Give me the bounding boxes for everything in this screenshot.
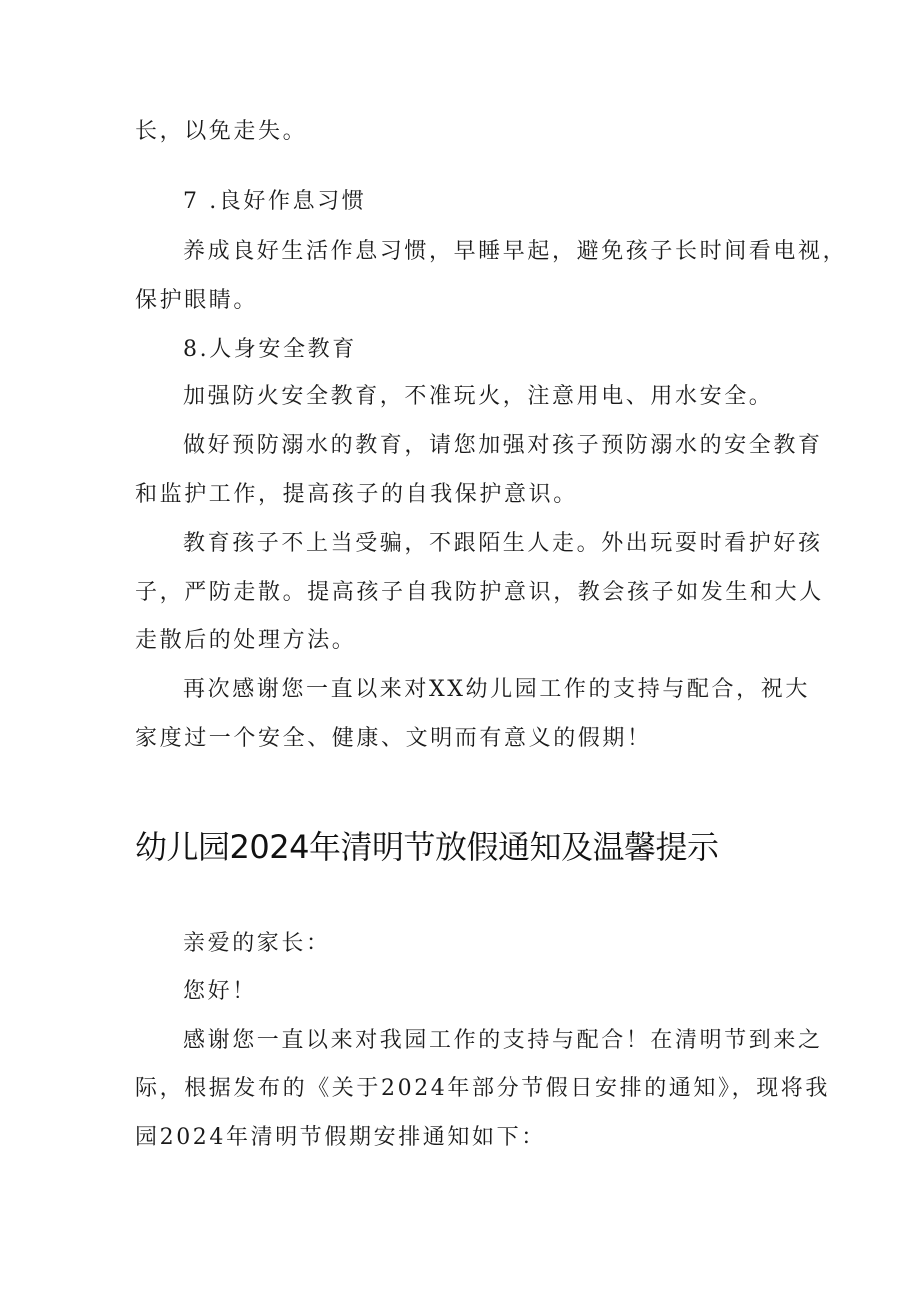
notice-heading: 幼儿园2024年清明节放假通知及温馨提示 [135,828,719,866]
section-8-paragraph-3-line-2: 子，严防走散。提高孩子自我防护意识，教会孩子如发生和大人 [135,580,824,605]
notice-intro-line-1: 感谢您一直以来对我园工作的支持与配合！在清明节到来之 [183,1028,823,1053]
section-7-text-line-1: 养成良好生活作息习惯，早睡早起，避免孩子长时间看电视， [183,239,848,264]
section-8-paragraph-1: 加强防火安全教育，不准玩火，注意用电、用水安全。 [183,384,774,409]
section-7-text-line-2: 保护眼睛。 [135,288,259,313]
notice-salutation: 亲爱的家长： [183,931,331,956]
notice-greeting: 您好！ [183,979,257,1004]
section-8-paragraph-2-line-1: 做好预防溺水的教育，请您加强对孩子预防溺水的安全教育 [183,433,823,458]
section-7-title: 7 .良好作息习惯 [183,189,367,214]
notice-intro-line-3: 园2024年清明节假期安排通知如下： [135,1125,546,1150]
continuation-text: 长，以免走失。 [135,119,308,144]
notice-intro-line-2: 际，根据发布的《关于2024年部分节假日安排的通知》，现将我 [135,1076,830,1101]
closing-line-2: 家度过一个安全、健康、文明而有意义的假期！ [135,726,652,751]
closing-line-1: 再次感谢您一直以来对XX幼儿园工作的支持与配合，祝大 [183,677,810,702]
section-8-paragraph-2-line-2: 和监护工作，提高孩子的自我保护意识。 [135,482,578,507]
section-8-paragraph-3-line-1: 教育孩子不上当受骗，不跟陌生人走。外出玩耍时看护好孩 [183,531,823,556]
section-8-title: 8.人身安全教育 [183,337,357,362]
section-8-paragraph-3-line-3: 走散后的处理方法。 [135,628,357,653]
